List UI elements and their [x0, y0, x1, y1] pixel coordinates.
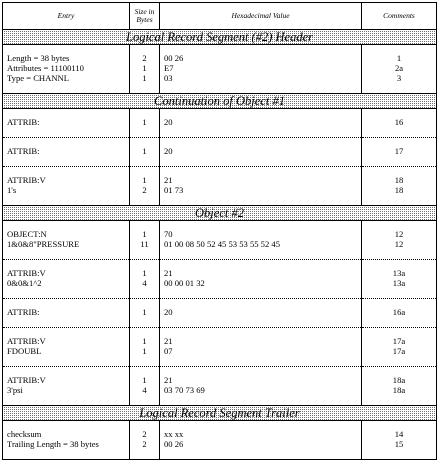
entry-cell: Trailing Length = 38 bytes	[3, 440, 130, 450]
comment-cell: 12	[362, 240, 437, 250]
entry-cell: Attributes = 11100110	[3, 64, 130, 74]
comment-cell: 3	[362, 74, 437, 84]
size-cell: 2	[130, 430, 160, 440]
comment-cell: 15	[362, 440, 437, 450]
hex-value-cell: 01 73	[160, 186, 362, 196]
size-cell: 1	[130, 376, 160, 386]
size-cell: 4	[130, 279, 160, 289]
entry-cell: ATTRIB:	[3, 147, 130, 157]
section-title-row	[3, 30, 437, 45]
hex-value-cell: 00 26	[160, 440, 362, 450]
size-cell: 1	[130, 347, 160, 357]
entry-cell: ATTRIB:V	[3, 269, 130, 279]
hex-value-cell: 70	[160, 230, 362, 240]
table-row	[3, 269, 437, 279]
table-row	[3, 376, 437, 386]
section-title-row	[3, 94, 437, 109]
table-row	[3, 337, 437, 347]
comment-cell: 2a	[362, 64, 437, 74]
entry-cell: 1&0&8"PRESSURE	[3, 240, 130, 250]
size-cell: 1	[130, 74, 160, 84]
hex-value-cell: 03	[160, 74, 362, 84]
comment-cell: 1	[362, 54, 437, 64]
entry-cell: 1's	[3, 186, 130, 196]
size-cell: 2	[130, 54, 160, 64]
entry-cell: ATTRIB:V	[3, 376, 130, 386]
comment-cell: 14	[362, 430, 437, 440]
table-row	[3, 64, 437, 74]
comment-cell: 17a	[362, 347, 437, 357]
comment-cell: 17a	[362, 337, 437, 347]
table-body	[3, 30, 437, 460]
hex-value-cell: 20	[160, 118, 362, 128]
size-cell: 1	[130, 337, 160, 347]
column-header-entry: Entry	[3, 3, 130, 30]
entry-cell: checksum	[3, 430, 130, 440]
section-title-row	[3, 406, 437, 421]
comment-cell: 13a	[362, 279, 437, 289]
size-cell: 1	[130, 64, 160, 74]
table-row	[3, 430, 437, 440]
hex-value-cell: 07	[160, 347, 362, 357]
comment-cell: 18	[362, 176, 437, 186]
column-header-comments: Comments	[362, 3, 437, 30]
section-title: Object #2	[195, 205, 244, 220]
comment-cell: 17	[362, 147, 437, 157]
comment-cell: 18a	[362, 376, 437, 386]
table-row	[3, 347, 437, 357]
comment-cell: 16a	[362, 308, 437, 318]
entry-cell: ATTRIB:V	[3, 176, 130, 186]
table-row	[3, 176, 437, 186]
hex-value-cell: 21	[160, 376, 362, 386]
table-row	[3, 240, 437, 250]
size-cell: 11	[130, 240, 160, 250]
table-row	[3, 54, 437, 64]
hex-value-cell: 21	[160, 269, 362, 279]
size-cell: 4	[130, 386, 160, 396]
entry-cell: 3'psi	[3, 386, 130, 396]
entry-cell: Length = 38 bytes	[3, 54, 130, 64]
hex-value-cell: 21	[160, 337, 362, 347]
table-row	[3, 74, 437, 84]
table-row	[3, 279, 437, 289]
hex-value-cell: E7	[160, 64, 362, 74]
section-title: Logical Record Segment Trailer	[139, 405, 300, 420]
entry-cell: ATTRIB:V	[3, 337, 130, 347]
size-cell: 1	[130, 176, 160, 186]
section-title: Logical Record Segment (#2) Header	[126, 29, 313, 44]
size-cell: 1	[130, 308, 160, 318]
size-cell: 2	[130, 186, 160, 196]
comment-cell: 13a	[362, 269, 437, 279]
hex-value-cell: 20	[160, 147, 362, 157]
hex-value-cell: 00 26	[160, 54, 362, 64]
table-header-row	[3, 3, 437, 30]
comment-cell: 16	[362, 118, 437, 128]
table-row	[3, 118, 437, 128]
entry-cell: FDOUBL	[3, 347, 130, 357]
hex-value-cell: 00 00 01 32	[160, 279, 362, 289]
record-structure-table	[2, 2, 437, 460]
size-cell: 2	[130, 440, 160, 450]
comment-cell: 12	[362, 230, 437, 240]
entry-cell: ATTRIB:	[3, 118, 130, 128]
comment-cell: 18a	[362, 386, 437, 396]
size-cell: 1	[130, 269, 160, 279]
table-row	[3, 308, 437, 318]
table-row	[3, 147, 437, 157]
hex-value-cell: 03 70 73 69	[160, 386, 362, 396]
section-title: Continuation of Object #1	[154, 93, 285, 108]
size-cell: 1	[130, 118, 160, 128]
hex-value-cell: 21	[160, 176, 362, 186]
entry-cell: OBJECT:N	[3, 230, 130, 240]
hex-value-cell: 20	[160, 308, 362, 318]
entry-cell: ATTRIB:	[3, 308, 130, 318]
size-cell: 1	[130, 230, 160, 240]
section-title-row	[3, 206, 437, 221]
hex-value-cell: 01 00 08 50 52 45 53 53 55 52 45	[160, 240, 362, 250]
table-row	[3, 386, 437, 396]
entry-cell: Type = CHANNL	[3, 74, 130, 84]
hex-value-cell: xx xx	[160, 430, 362, 440]
size-cell: 1	[130, 147, 160, 157]
entry-cell: 0&0&1^2	[3, 279, 130, 289]
column-header-size: Size in Bytes	[130, 3, 160, 30]
column-header-hex: Hexadecimal Value	[160, 3, 362, 30]
comment-cell: 18	[362, 186, 437, 196]
table-row	[3, 440, 437, 450]
table-row	[3, 186, 437, 196]
table-row	[3, 230, 437, 240]
